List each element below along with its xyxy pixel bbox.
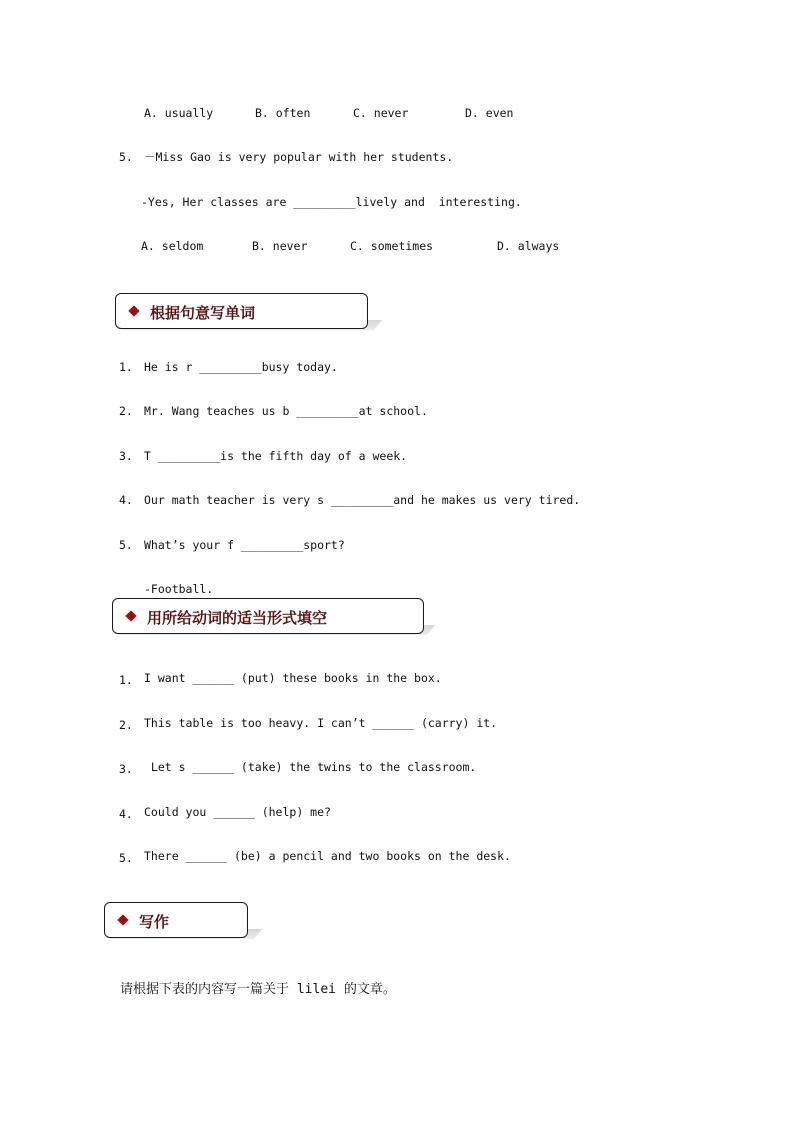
item-number: 5. (119, 538, 133, 552)
q5-option-b: B. never (252, 239, 308, 253)
q4-option-c: C. never (353, 106, 409, 120)
item-text: T _________is the fifth day of a week. (144, 449, 408, 463)
item-text: He is r _________busy today. (144, 360, 338, 374)
item-text: Mr. Wang teaches us b _________at school. (144, 404, 428, 418)
item-number: 5. (119, 851, 133, 865)
diamond-icon (117, 914, 128, 925)
diamond-icon (128, 305, 139, 316)
item-number: 1. (119, 360, 133, 374)
section-header-word-spelling (115, 293, 368, 329)
diamond-icon (125, 610, 136, 621)
item-text: Could you ______ (help) me? (144, 805, 331, 819)
item-text: I want ______ (put) these books in the box. (144, 671, 442, 685)
item-number: 2. (119, 404, 133, 418)
q4-option-b: B. often (255, 106, 311, 120)
item-text: What’s your f _________sport? (144, 538, 345, 552)
instruction-prefix: 请根据下表的内容写一篇关于 (120, 982, 290, 997)
item-number: 2. (119, 718, 133, 732)
item-number: 3. (119, 762, 133, 776)
item-text: There ______ (be) a pencil and two books on the desk. (144, 849, 511, 863)
section-title: 写作 (139, 913, 170, 931)
q4-option-a: A. usually (144, 106, 214, 120)
q5-option-d: D. always (497, 239, 560, 253)
question-text: －Miss Gao is very popular with her students. (144, 150, 454, 164)
item-text: Let s ______ (take) the twins to the classroom. (144, 760, 477, 774)
item-number: 4. (119, 807, 133, 821)
item-text: This table is too heavy. I can’t ______ (carry) it. (144, 716, 498, 730)
answer-line: -Yes, Her classes are _________lively and interesting. (141, 195, 522, 209)
instruction-suffix: 的文章。 (343, 982, 396, 997)
item-text: Our math teacher is very s _________and he makes us very tired. (144, 493, 581, 507)
section-header-verb-forms (112, 598, 424, 634)
item-number: 4. (119, 493, 133, 507)
question-number: 5. (119, 150, 133, 164)
q5-option-c: C. sometimes (350, 239, 434, 253)
instruction-name: lilei (289, 982, 344, 997)
writing-instruction (120, 982, 396, 998)
section-title: 根据句意写单词 (150, 304, 256, 322)
q5-option-a: A. seldom (141, 239, 204, 253)
section-header-writing (104, 902, 248, 938)
reply-text: -Football. (144, 582, 214, 596)
item-number: 3. (119, 449, 133, 463)
section-title: 用所给动词的适当形式填空 (147, 609, 328, 627)
q4-option-d: D. even (465, 106, 514, 120)
item-number: 1. (119, 673, 133, 687)
